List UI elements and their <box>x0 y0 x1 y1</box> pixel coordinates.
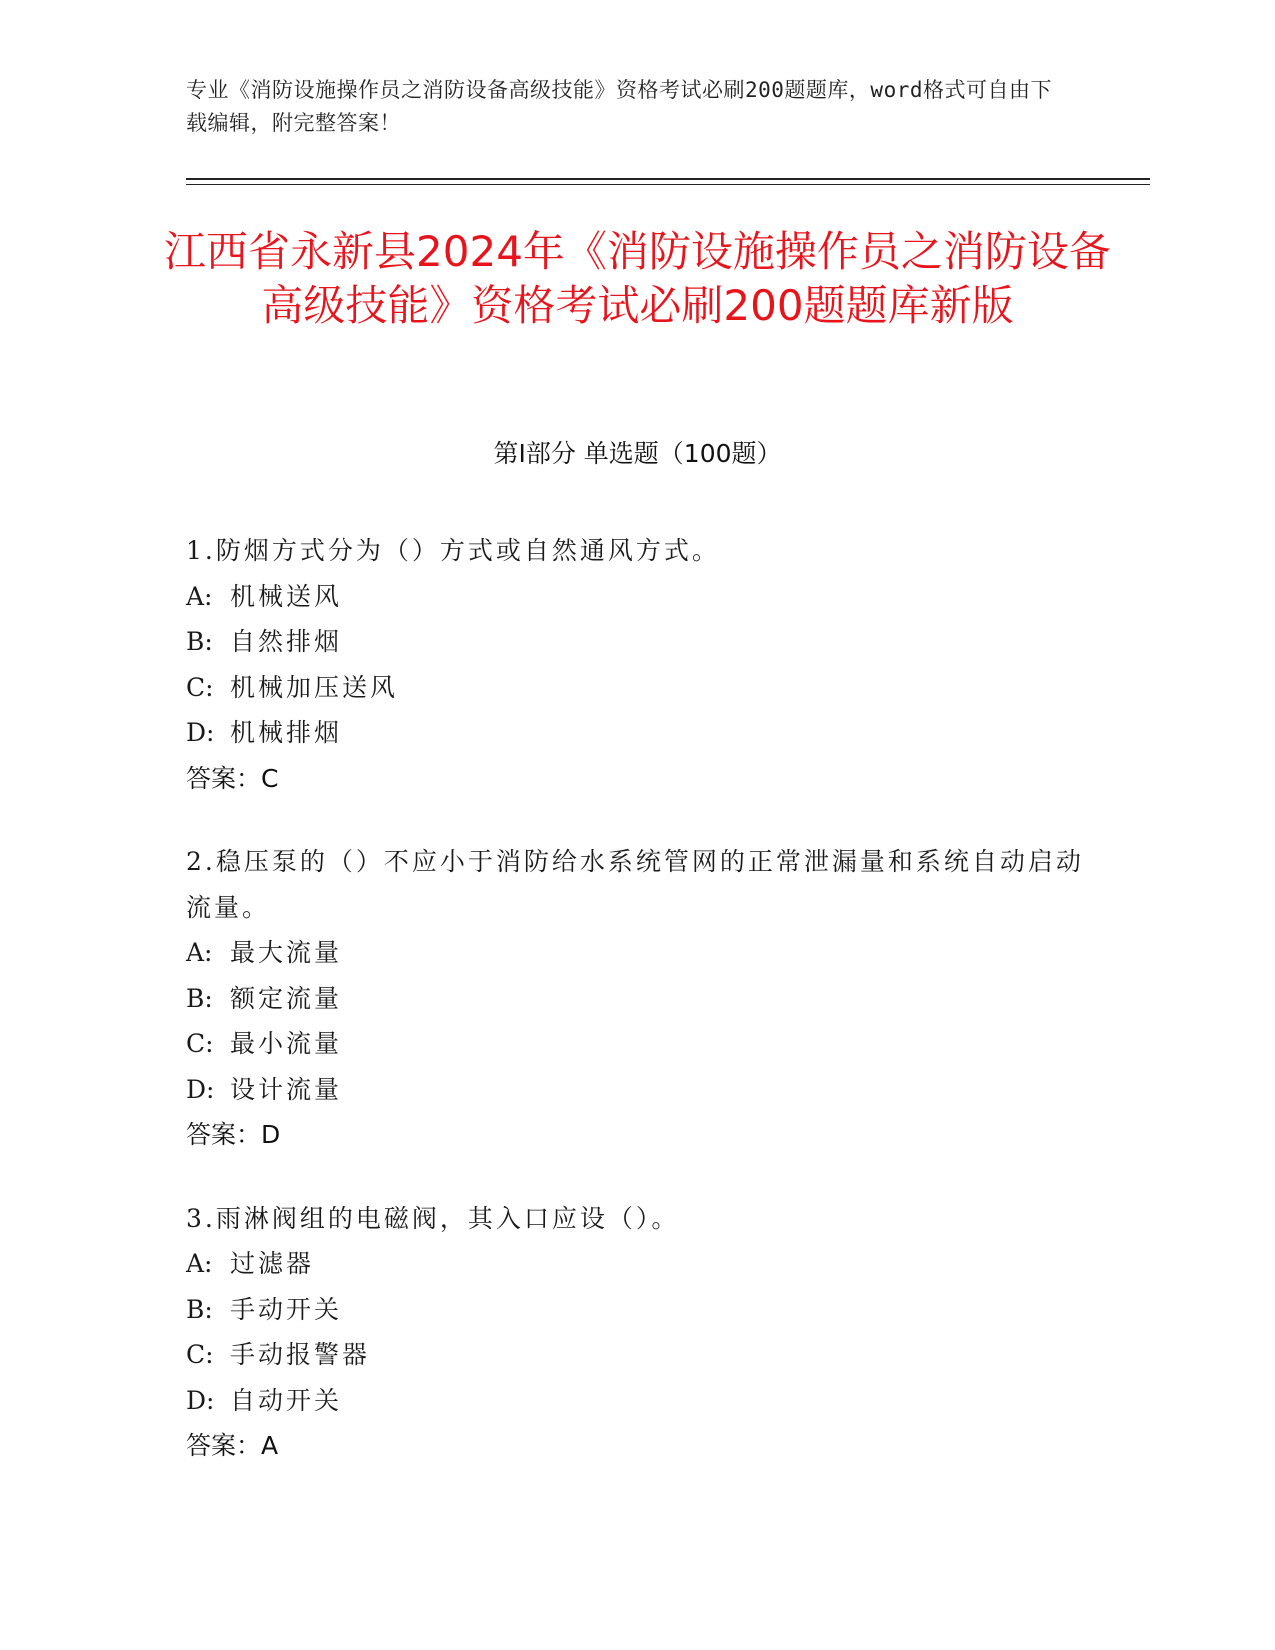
question-list <box>186 528 1086 1507</box>
option-b <box>186 1287 1086 1333</box>
option-c <box>186 665 1086 711</box>
option-letter: C: <box>186 672 214 702</box>
option-c <box>186 1332 1086 1378</box>
option-b <box>186 619 1086 665</box>
answer-line: 答案：D <box>186 1120 281 1149</box>
answer-line: 答案：A <box>186 1431 279 1460</box>
answer-line: 答案：C <box>186 763 279 793</box>
option-text: 额定流量 <box>230 983 343 1013</box>
question-text: 2.稳压泵的（）不应小于消防给水系统管网的正常泄漏量和系统自动启动流量。 <box>186 847 1084 922</box>
option-text: 最大流量 <box>230 938 343 967</box>
option-letter: A: <box>186 581 213 611</box>
option-d <box>186 710 1086 756</box>
option-text: 自动开关 <box>230 1385 343 1415</box>
question-text: 3.雨淋阀组的电磁阀，其入口应设（）。 <box>186 1203 680 1233</box>
option-letter: A: <box>186 1249 213 1278</box>
option-letter: D: <box>186 1074 215 1104</box>
option-c <box>186 1021 1086 1067</box>
option-b <box>186 976 1086 1022</box>
option-text: 设计流量 <box>230 1074 343 1104</box>
option-text: 最小流量 <box>230 1029 343 1058</box>
option-letter: C: <box>186 1340 214 1369</box>
option-letter: B: <box>186 983 213 1013</box>
header-divider-thin <box>186 184 1150 185</box>
question-text: 1.防烟方式分为（）方式或自然通风方式。 <box>186 536 720 565</box>
option-d <box>186 1378 1086 1424</box>
question-3 <box>186 1196 1086 1469</box>
option-a <box>186 1241 1086 1287</box>
option-text: 机械加压送风 <box>230 672 399 702</box>
option-a <box>186 930 1086 976</box>
option-text: 手动报警器 <box>230 1340 371 1369</box>
document-title: 江西省永新县2024年《消防设施操作员之消防设备高级技能》资格考试必刷200题题库新版 <box>164 227 1111 330</box>
option-letter: B: <box>186 1294 213 1324</box>
section-title: 第I部分 单选题（100题） <box>493 439 782 468</box>
option-text: 手动开关 <box>230 1294 343 1324</box>
question-2 <box>186 839 1086 1158</box>
option-letter: B: <box>186 627 213 656</box>
option-text: 机械送风 <box>230 581 343 611</box>
option-letter: C: <box>186 1029 214 1058</box>
option-letter: D: <box>186 718 215 747</box>
question-1 <box>186 528 1086 801</box>
header-note: 专业《消防设施操作员之消防设备高级技能》资格考试必刷200题题库，word格式可自由下载编辑，附完整答案！ <box>186 78 1052 135</box>
option-text: 过滤器 <box>230 1249 315 1278</box>
option-letter: A: <box>186 938 213 967</box>
option-letter: D: <box>186 1385 215 1415</box>
option-text: 机械排烟 <box>230 718 343 747</box>
option-d <box>186 1067 1086 1113</box>
option-a <box>186 574 1086 620</box>
option-text: 自然排烟 <box>230 627 343 656</box>
header-divider-thick <box>186 178 1150 180</box>
